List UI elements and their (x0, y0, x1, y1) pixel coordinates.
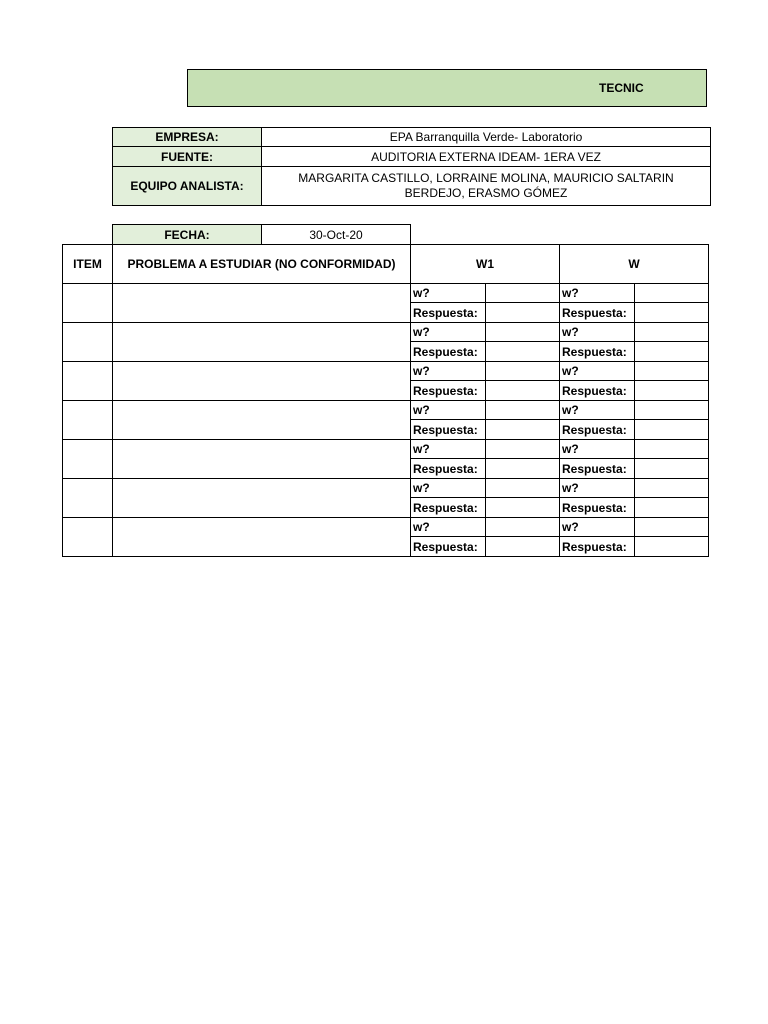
item-cell (62, 283, 113, 323)
w1-question-value (485, 439, 560, 459)
item-cell (62, 517, 113, 557)
problema-cell (112, 322, 411, 362)
w2-answer-value (634, 380, 709, 401)
w1-question-value (485, 400, 560, 420)
w1-question-value (485, 478, 560, 498)
equipo-label: EQUIPO ANALISTA: (112, 166, 262, 206)
w1-answer-value (485, 302, 560, 323)
w2-question-label: w? (559, 517, 635, 537)
w2-question-label: w? (559, 361, 635, 381)
w2-answer-label: Respuesta: (559, 497, 635, 518)
w2-question-value (634, 283, 709, 303)
w1-answer-label: Respuesta: (410, 536, 486, 557)
problema-cell (112, 439, 411, 479)
item-cell (62, 361, 113, 401)
w2-answer-label: Respuesta: (559, 536, 635, 557)
problema-cell (112, 517, 411, 557)
equipo-value-line2: BERDEJO, ERASMO GÓMEZ (404, 186, 568, 200)
w2-answer-value (634, 302, 709, 323)
w2-answer-value (634, 497, 709, 518)
w2-answer-value (634, 419, 709, 440)
w1-question-value (485, 322, 560, 342)
w2-question-label: w? (559, 478, 635, 498)
w2-question-label: w? (559, 400, 635, 420)
w2-question-label: w? (559, 439, 635, 459)
w1-question-label: w? (410, 439, 486, 459)
fuente-value-text: AUDITORIA EXTERNA IDEAM- 1ERA VEZ (371, 149, 601, 164)
w2-answer-label: Respuesta: (559, 458, 635, 479)
item-cell (62, 322, 113, 362)
equipo-value (261, 166, 711, 206)
w1-answer-value (485, 458, 560, 479)
problema-cell (112, 361, 411, 401)
header-problema: PROBLEMA A ESTUDIAR (NO CONFORMIDAD) (112, 244, 411, 284)
w2-question-value (634, 361, 709, 381)
w1-question-label: w? (410, 361, 486, 381)
w1-answer-label: Respuesta: (410, 458, 486, 479)
w2-answer-label: Respuesta: (559, 380, 635, 401)
w2-answer-value (634, 341, 709, 362)
w2-question-value (634, 400, 709, 420)
empresa-value (261, 127, 711, 147)
w1-answer-label: Respuesta: (410, 302, 486, 323)
w2-question-label: w? (559, 283, 635, 303)
item-cell (62, 400, 113, 440)
item-cell (62, 478, 113, 518)
fuente-label: FUENTE: (112, 146, 262, 167)
w2-answer-value (634, 458, 709, 479)
fecha-label: FECHA: (112, 224, 262, 245)
w1-question-value (485, 283, 560, 303)
w1-answer-label: Respuesta: (410, 341, 486, 362)
w1-question-label: w? (410, 400, 486, 420)
w2-answer-label: Respuesta: (559, 419, 635, 440)
w1-answer-value (485, 419, 560, 440)
problema-cell (112, 283, 411, 323)
w2-answer-label: Respuesta: (559, 302, 635, 323)
fecha-value: 30-Oct-20 (261, 224, 411, 245)
w1-question-value (485, 517, 560, 537)
w1-answer-value (485, 380, 560, 401)
w1-question-label: w? (410, 322, 486, 342)
w1-question-label: w? (410, 478, 486, 498)
w2-question-value (634, 478, 709, 498)
header-w1: W1 (410, 244, 560, 284)
equipo-value-line1: MARGARITA CASTILLO, LORRAINE MOLINA, MAURICIO SALTARIN (298, 171, 674, 185)
w1-answer-value (485, 341, 560, 362)
w1-question-value (485, 361, 560, 381)
empresa-label: EMPRESA: (112, 127, 262, 147)
w1-question-label: w? (410, 283, 486, 303)
w2-question-value (634, 439, 709, 459)
empresa-value-text: EPA Barranquilla Verde- Laboratorio (389, 130, 583, 144)
w1-question-label: w? (410, 517, 486, 537)
w2-question-label: w? (559, 322, 635, 342)
fuente-value (261, 146, 711, 167)
w1-answer-value (485, 497, 560, 518)
sheet-title: TECNIC (599, 81, 644, 95)
w1-answer-value (485, 536, 560, 557)
header-w2: W (559, 244, 709, 284)
header-item: ITEM (62, 244, 113, 284)
w2-question-value (634, 517, 709, 537)
problema-cell (112, 400, 411, 440)
w2-answer-value (634, 536, 709, 557)
problema-cell (112, 478, 411, 518)
w1-answer-label: Respuesta: (410, 419, 486, 440)
w1-answer-label: Respuesta: (410, 380, 486, 401)
item-cell (62, 439, 113, 479)
w2-answer-label: Respuesta: (559, 341, 635, 362)
w2-question-value (634, 322, 709, 342)
w1-answer-label: Respuesta: (410, 497, 486, 518)
